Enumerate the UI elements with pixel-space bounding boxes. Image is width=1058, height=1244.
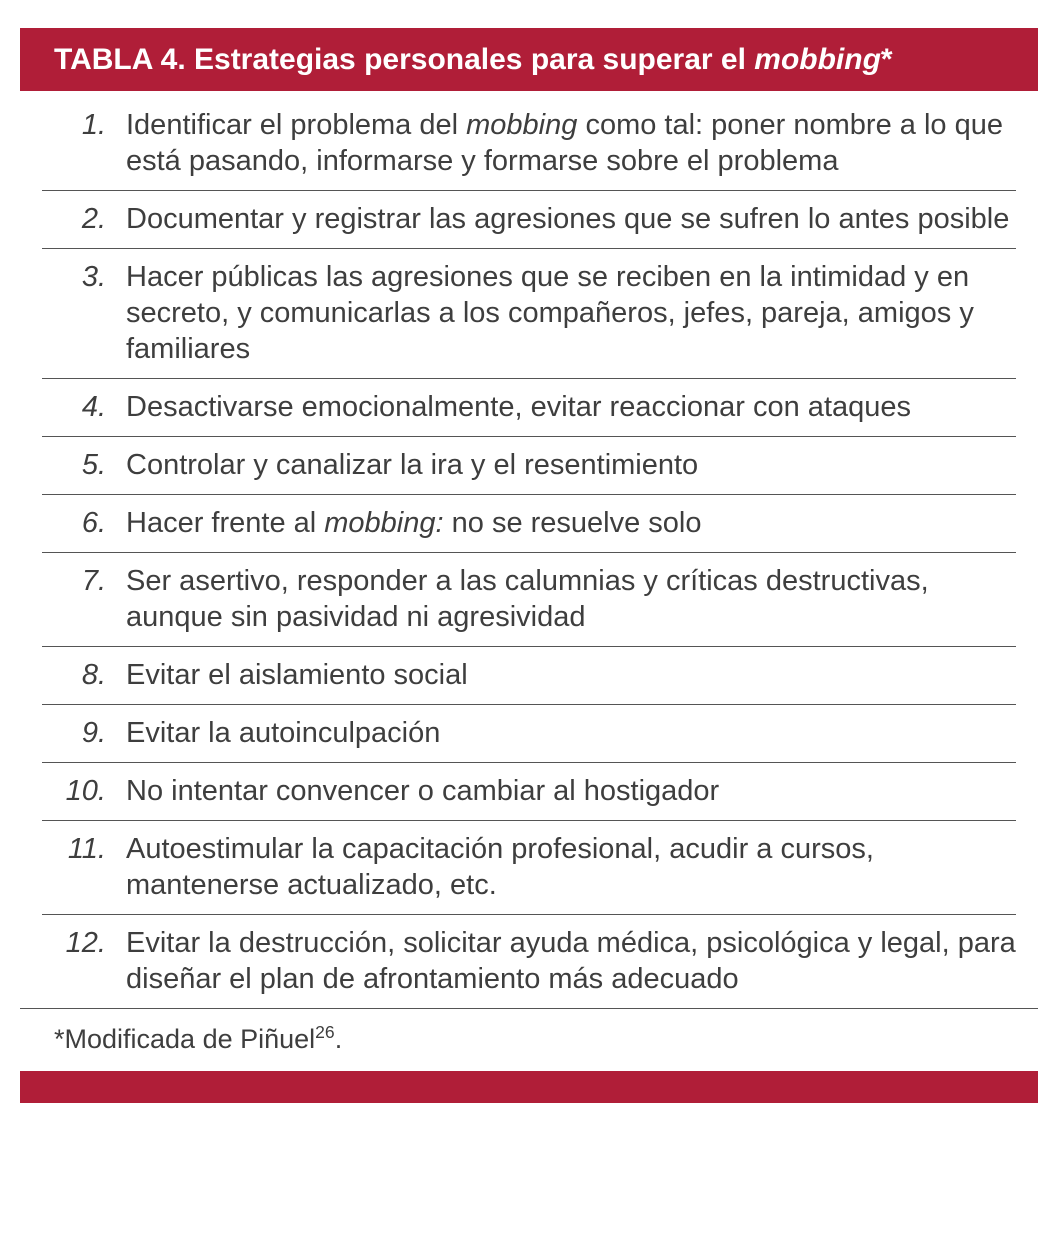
item-number: 11. [67,833,106,865]
list-item [42,495,1016,553]
item-text: Controlar y canalizar la ira y el resentimiento [126,449,699,481]
table-frame [20,28,1038,1103]
item-text: Evitar la destrucción, solicitar ayuda médica, psicológica y legal, para diseñar el plan de afrontamiento más adecuado [126,927,1016,995]
item-number: 4. [81,391,106,423]
item-text: Identificar el problema del mobbing como tal: poner nombre a lo que está pasando, informarse y formarse sobre el problema [126,109,1003,177]
table-bottom-bar [20,1071,1038,1103]
item-number: 9. [81,717,106,749]
item-number: 10. [65,775,106,807]
footnote [20,1008,1038,1071]
item-text: Hacer frente al mobbing: no se resuelve solo [126,507,702,539]
item-number: 2. [81,203,106,235]
footnote-text: *Modificada de Piñuel$^{26}$. [54,1022,343,1054]
item-text: Documentar y registrar las agresiones que se sufren lo antes posible [126,203,1010,235]
list-item [42,915,1016,1008]
list-item [42,647,1016,705]
list-item [42,705,1016,763]
item-number: 8. [81,659,106,691]
item-number: 3. [81,261,106,293]
item-text: Evitar la autoinculpación [126,717,441,749]
list-item [42,821,1016,915]
item-number: 5. [81,449,106,481]
list-item [42,437,1016,495]
strategies-list [20,91,1038,1008]
item-text: Desactivarse emocionalmente, evitar reaccionar con ataques [126,391,912,423]
list-item [42,97,1016,191]
list-item [42,763,1016,821]
table-title: TABLA 4. Estrategias personales para superar el mobbing* [54,43,893,76]
list-item [42,191,1016,249]
item-text: Hacer públicas las agresiones que se reciben en la intimidad y en secreto, y comunicarlas a los compañeros, jefes, pareja, amigos y familiares [126,261,974,365]
item-text: Ser asertivo, responder a las calumnias y críticas destructivas, aunque sin pasividad ni agresividad [126,565,929,633]
list-item [42,553,1016,647]
list-item [42,249,1016,379]
item-number: 1. [81,109,106,141]
item-text: Evitar el aislamiento social [126,659,468,691]
list-item [42,379,1016,437]
item-number: 7. [81,565,106,597]
table-header-bar [20,28,1038,91]
item-number: 12. [65,927,106,959]
item-text: Autoestimular la capacitación profesional, acudir a cursos, mantenerse actualizado, etc. [126,833,874,901]
item-text: No intentar convencer o cambiar al hostigador [126,775,720,807]
item-number: 6. [81,507,106,539]
